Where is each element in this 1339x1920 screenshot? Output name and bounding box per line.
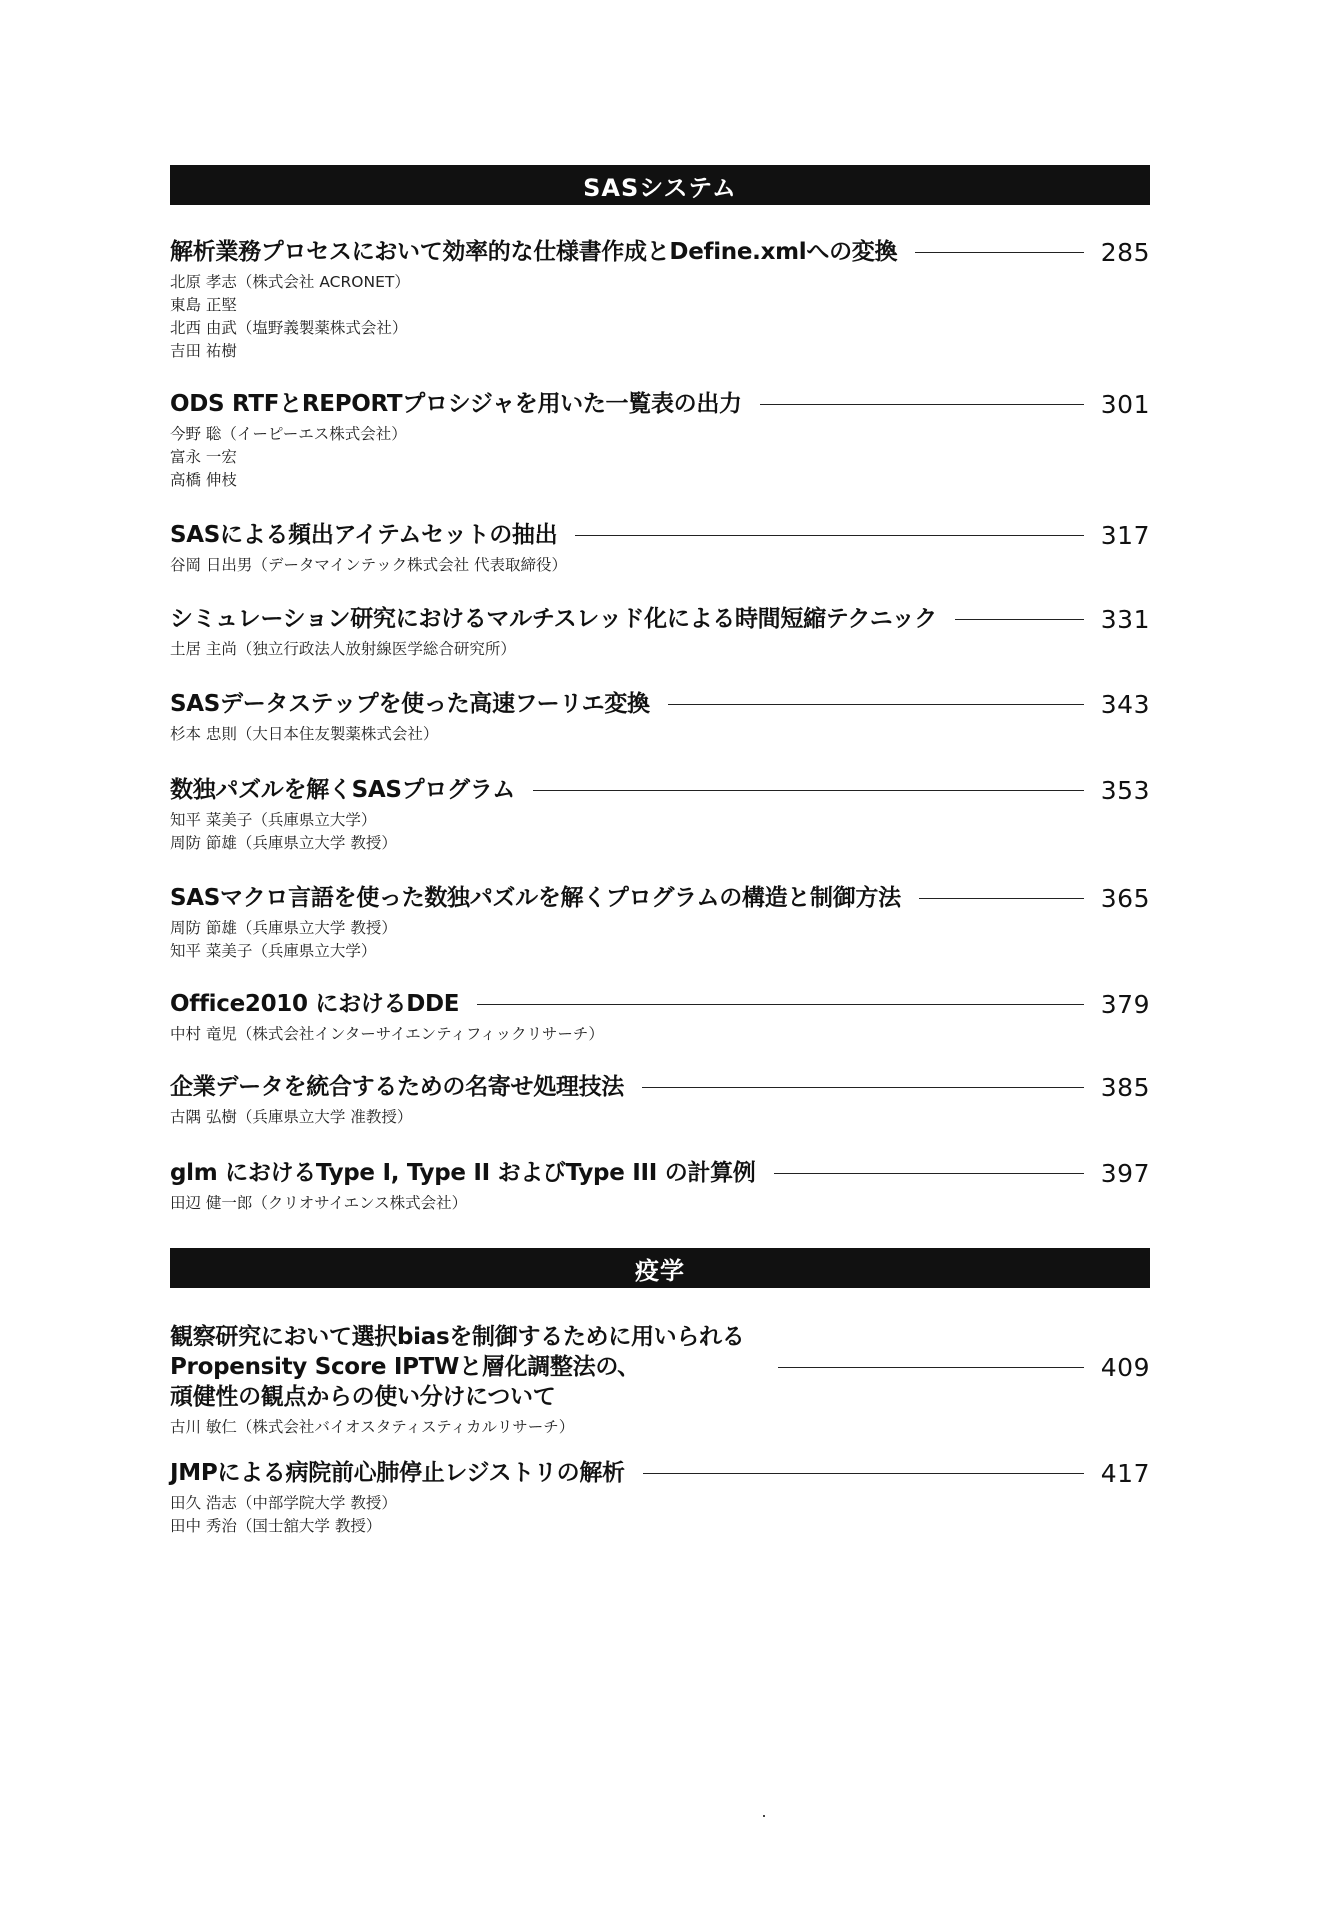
author: 吉田 祐樹 xyxy=(170,342,237,360)
page-number: 331 xyxy=(1100,604,1150,634)
toc-entry[interactable] xyxy=(170,1072,1150,1129)
leader-line xyxy=(642,1087,1084,1088)
toc-entry[interactable] xyxy=(170,520,1150,577)
page-number: 301 xyxy=(1100,389,1150,419)
page-number: 417 xyxy=(1100,1458,1150,1488)
toc-entry[interactable] xyxy=(170,604,1150,661)
author: 田中 秀治（国士舘大学 教授） xyxy=(170,1517,382,1535)
leader-line xyxy=(533,790,1084,791)
entry-title[interactable]: glm におけるType I, Type II およびType III の計算例 xyxy=(170,1160,756,1186)
section-header-sas-system xyxy=(170,165,1150,205)
toc-entry[interactable] xyxy=(170,689,1150,746)
entry-title-line: 頑健性の観点からの使い分けについて xyxy=(170,1384,556,1410)
author-list xyxy=(170,1023,1150,1046)
page-number: 379 xyxy=(1100,989,1150,1019)
page-number: 409 xyxy=(1100,1352,1150,1382)
author-list xyxy=(170,638,1150,661)
author: 知平 菜美子（兵庫県立大学） xyxy=(170,942,377,960)
author: 谷岡 日出男（データマインテック株式会社 代表取締役） xyxy=(170,556,568,574)
leader-line xyxy=(774,1173,1085,1174)
leader-line xyxy=(668,704,1084,705)
author: 周防 節雄（兵庫県立大学 教授） xyxy=(170,834,397,852)
page-number: 365 xyxy=(1100,883,1150,913)
page-number: 353 xyxy=(1100,775,1150,805)
page-number: 343 xyxy=(1100,689,1150,719)
author-list xyxy=(170,423,1150,492)
toc-entry[interactable] xyxy=(170,389,1150,492)
entry-title[interactable]: シミュレーション研究におけるマルチスレッド化による時間短縮テクニック xyxy=(170,606,937,632)
author: 古川 敏仁（株式会社バイオスタティスティカルリサーチ） xyxy=(170,1418,575,1436)
entry-title[interactable]: SASマクロ言語を使った数独パズルを解くプログラムの構造と制御方法 xyxy=(170,885,901,911)
toc-entry[interactable] xyxy=(170,1458,1150,1538)
section-heading: SASシステム xyxy=(583,173,737,202)
page-number: 317 xyxy=(1100,520,1150,550)
author: 古隅 弘樹（兵庫県立大学 准教授） xyxy=(170,1108,413,1126)
leader-line xyxy=(955,619,1084,620)
toc-entry[interactable] xyxy=(170,1158,1150,1215)
entry-title-line: 観察研究において選択biasを制御するために用いられる xyxy=(170,1324,745,1350)
entry-title[interactable]: 数独パズルを解くSASプログラム xyxy=(170,777,515,803)
author-list xyxy=(170,809,1150,855)
author-list xyxy=(170,1106,1150,1129)
page-number: 285 xyxy=(1100,237,1150,267)
entry-title[interactable]: JMPによる病院前心肺停止レジストリの解析 xyxy=(170,1460,625,1486)
author: 土居 主尚（独立行政法人放射線医学総合研究所） xyxy=(170,640,516,658)
author: 北西 由武（塩野義製薬株式会社） xyxy=(170,319,408,337)
toc-entry[interactable] xyxy=(170,237,1150,363)
author-list xyxy=(170,554,1150,577)
author: 高橋 伸枝 xyxy=(170,471,237,489)
leader-line xyxy=(919,898,1084,899)
leader-line xyxy=(778,1367,1084,1368)
leader-line xyxy=(915,252,1084,253)
author: 富永 一宏 xyxy=(170,448,237,466)
author-list xyxy=(170,1492,1150,1538)
author: 知平 菜美子（兵庫県立大学） xyxy=(170,811,377,829)
entry-title[interactable] xyxy=(170,1322,760,1412)
author-list xyxy=(170,1416,1150,1439)
entry-title[interactable]: 解析業務プロセスにおいて効率的な仕様書作成とDefine.xmlへの変換 xyxy=(170,239,898,265)
section-heading: 疫学 xyxy=(635,1256,685,1285)
leader-line xyxy=(760,404,1084,405)
toc-entry[interactable] xyxy=(170,883,1150,963)
section-header-epidemiology xyxy=(170,1248,1150,1288)
entry-title[interactable]: SASによる頻出アイテムセットの抽出 xyxy=(170,522,558,548)
entry-title-line: Propensity Score IPTWと層化調整法の、 xyxy=(170,1354,640,1380)
leader-line xyxy=(643,1473,1084,1474)
leader-line xyxy=(575,535,1084,536)
author: 中村 竜児（株式会社インターサイエンティフィックリサーチ） xyxy=(170,1025,604,1043)
entry-title[interactable]: 企業データを統合するための名寄せ処理技法 xyxy=(170,1074,625,1100)
entry-title[interactable]: SASデータステップを使った高速フーリエ変換 xyxy=(170,691,650,717)
author: 杉本 忠則（大日本住友製薬株式会社） xyxy=(170,725,439,743)
author: 北原 孝志（株式会社 ACRONET） xyxy=(170,273,410,291)
leader-line xyxy=(477,1004,1084,1005)
toc-entry[interactable] xyxy=(170,775,1150,855)
author-list xyxy=(170,1192,1150,1215)
page-number: 385 xyxy=(1100,1072,1150,1102)
toc-entry[interactable] xyxy=(170,989,1150,1046)
author: 今野 聡（イーピーエス株式会社） xyxy=(170,425,407,443)
author: 田辺 健一郎（クリオサイエンス株式会社） xyxy=(170,1194,468,1212)
author-list xyxy=(170,917,1150,963)
page-number: 397 xyxy=(1100,1158,1150,1188)
author: 東島 正堅 xyxy=(170,296,237,314)
author: 田久 浩志（中部学院大学 教授） xyxy=(170,1494,397,1512)
entry-title[interactable]: ODS RTFとREPORTプロシジャを用いた一覧表の出力 xyxy=(170,391,742,417)
author: 周防 節雄（兵庫県立大学 教授） xyxy=(170,919,397,937)
toc-entry[interactable] xyxy=(170,1322,1150,1439)
author-list xyxy=(170,271,1150,363)
entry-title[interactable]: Office2010 におけるDDE xyxy=(170,991,460,1017)
author-list xyxy=(170,723,1150,746)
scan-speck xyxy=(763,1815,765,1817)
